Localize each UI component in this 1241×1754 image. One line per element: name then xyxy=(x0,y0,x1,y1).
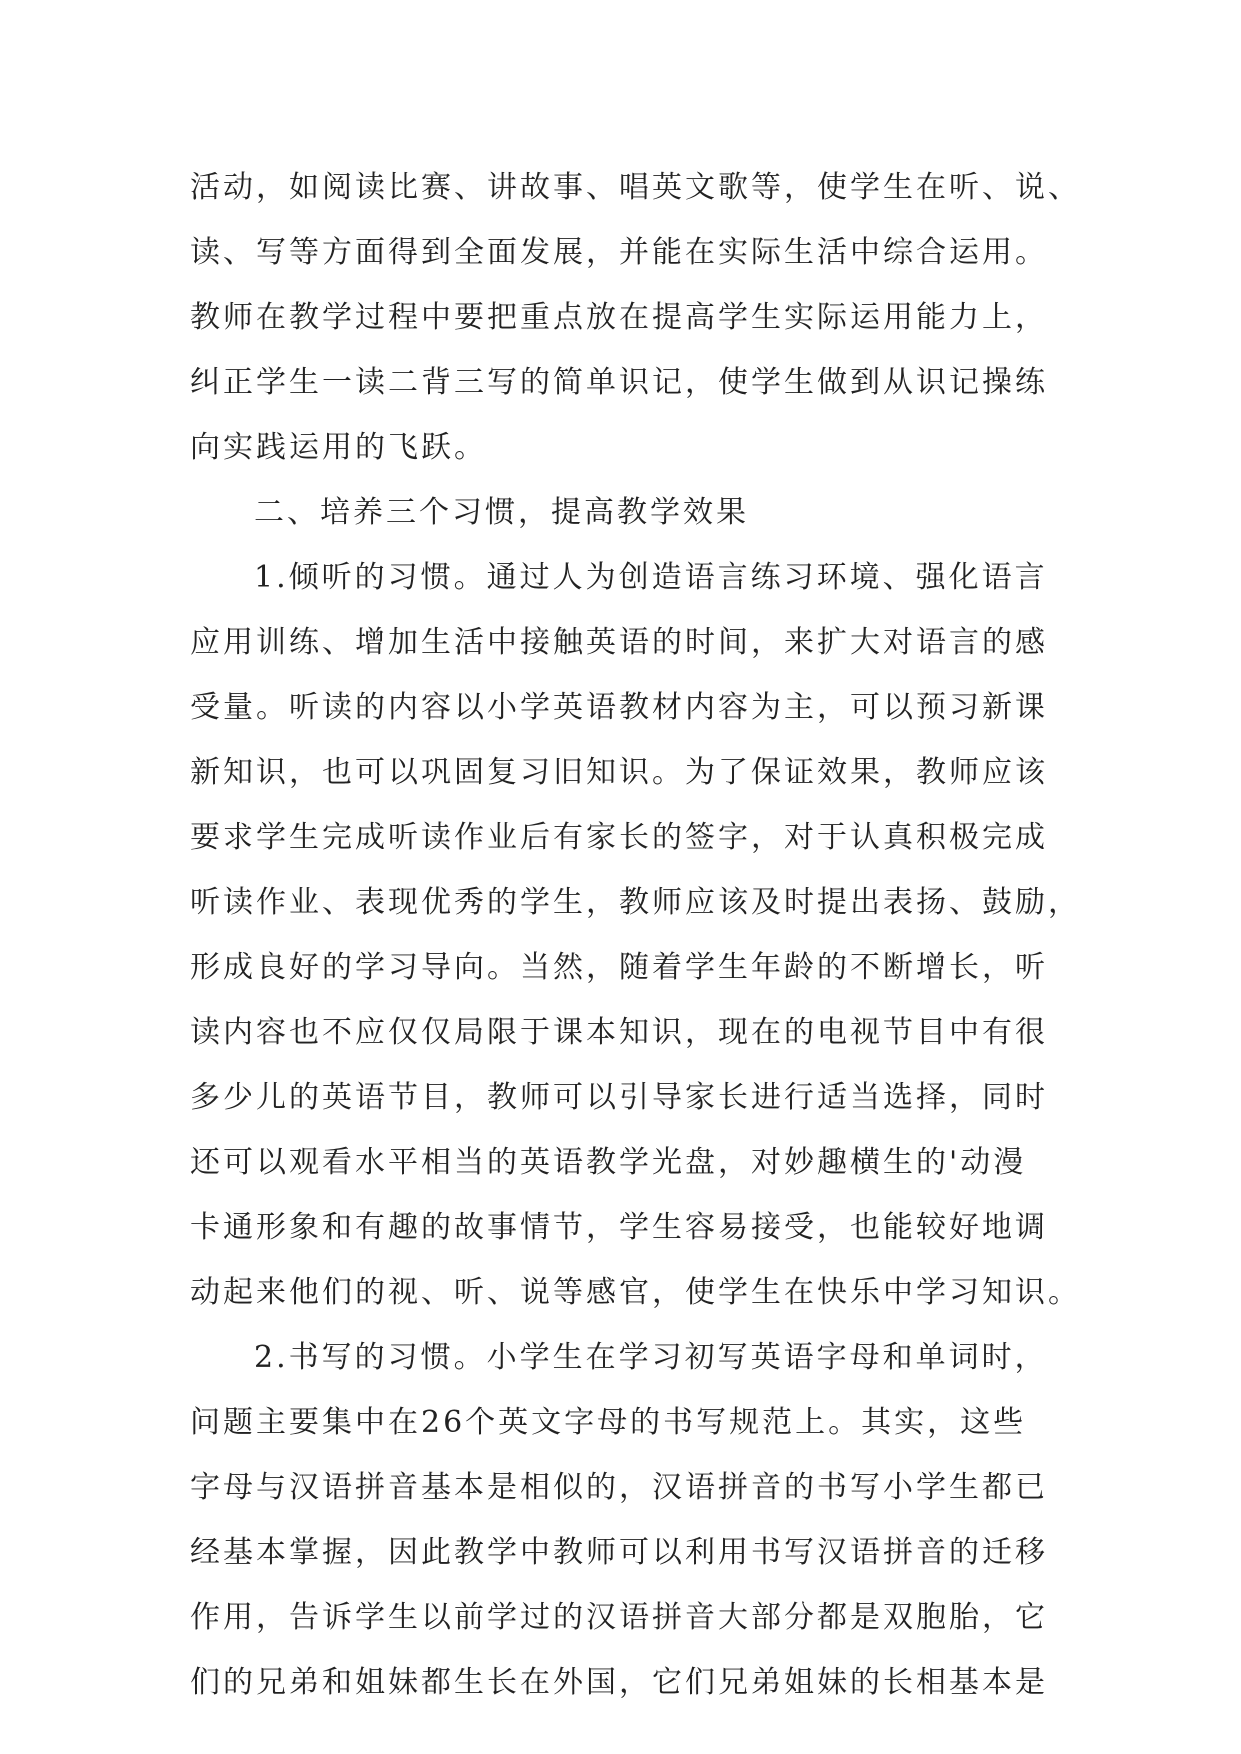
document-body xyxy=(190,155,1090,1715)
text-line: 新知识，也可以巩固复习旧知识。为了保证效果，教师应该 xyxy=(190,755,1048,790)
text-line: 作用，告诉学生以前学过的汉语拼音大部分都是双胞胎，它 xyxy=(190,1600,1048,1635)
paragraph-start-line: 2.书写的习惯。小学生在学习初写英语字母和单词时， xyxy=(254,1340,1048,1375)
text-line: 形成良好的学习导向。当然，随着学生年龄的不断增长，听 xyxy=(190,950,1048,985)
text-line: 向实践运用的飞跃。 xyxy=(190,430,487,465)
text-line: 们的兄弟和姐妹都生长在外国，它们兄弟姐妹的长相基本是 xyxy=(190,1665,1048,1700)
text-line: 问题主要集中在26个英文字母的书写规范上。其实，这些 xyxy=(190,1405,1027,1440)
text-line: 应用训练、增加生活中接触英语的时间，来扩大对语言的感 xyxy=(190,625,1048,660)
text-line: 动起来他们的视、听、说等感官，使学生在快乐中学习知识。 xyxy=(190,1275,1081,1310)
text-line: 纠正学生一读二背三写的简单识记，使学生做到从识记操练 xyxy=(190,365,1048,400)
text-line: 卡通形象和有趣的故事情节，学生容易接受，也能较好地调 xyxy=(190,1210,1048,1245)
paragraph-start-line: 1.倾听的习惯。通过人为创造语言练习环境、强化语言 xyxy=(254,560,1048,595)
text-line: 教师在教学过程中要把重点放在提高学生实际运用能力上， xyxy=(190,300,1048,335)
text-line: 受量。听读的内容以小学英语教材内容为主，可以预习新课 xyxy=(190,690,1048,725)
text-line: 活动，如阅读比赛、讲故事、唱英文歌等，使学生在听、说、 xyxy=(190,170,1081,205)
text-line: 多少儿的英语节目，教师可以引导家长进行适当选择，同时 xyxy=(190,1080,1048,1115)
text-line: 要求学生完成听读作业后有家长的签字，对于认真积极完成 xyxy=(190,820,1048,855)
text-line: 经基本掌握，因此教学中教师可以利用书写汉语拼音的迁移 xyxy=(190,1535,1048,1570)
section-heading: 二、培养三个习惯，提高教学效果 xyxy=(254,495,749,530)
text-line: 字母与汉语拼音基本是相似的，汉语拼音的书写小学生都已 xyxy=(190,1470,1048,1505)
text-line: 还可以观看水平相当的英语教学光盘，对妙趣横生的'动漫 xyxy=(190,1145,1027,1180)
text-line: 读、写等方面得到全面发展，并能在实际生活中综合运用。 xyxy=(190,235,1048,270)
text-line: 读内容也不应仅仅局限于课本知识，现在的电视节目中有很 xyxy=(190,1015,1048,1050)
text-line: 听读作业、表现优秀的学生，教师应该及时提出表扬、鼓励， xyxy=(190,885,1081,920)
